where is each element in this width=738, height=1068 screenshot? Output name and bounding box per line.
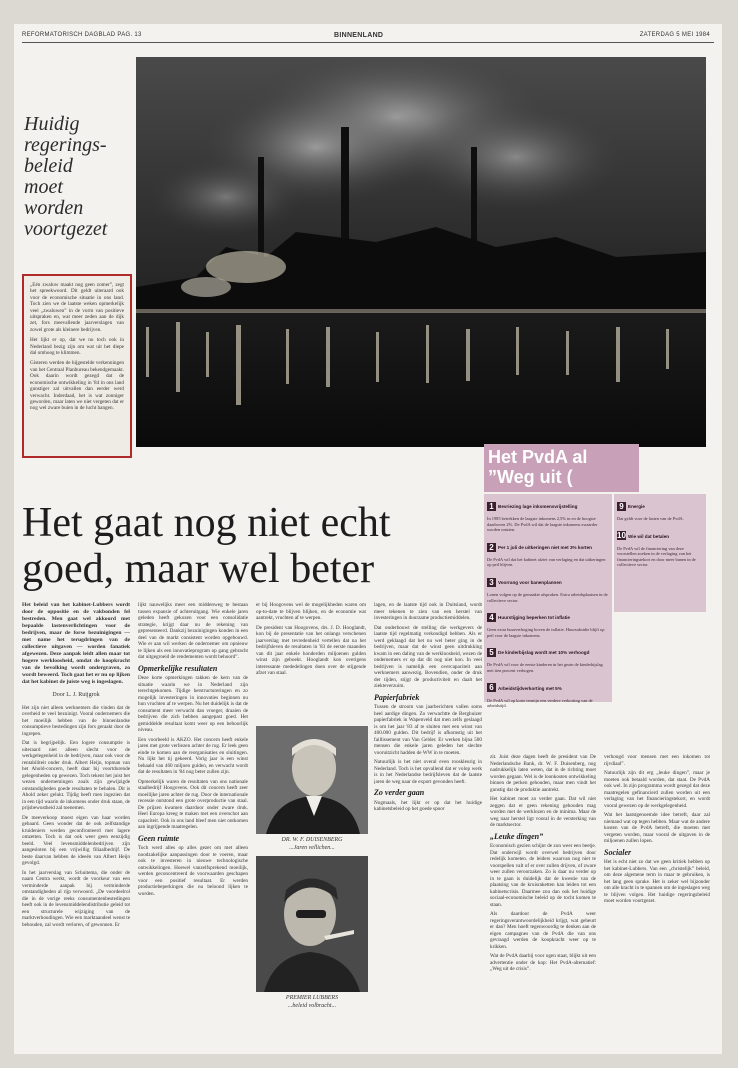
kicker-line: Huidig bbox=[24, 113, 80, 135]
byline: Door L. J. Ruijgrok bbox=[52, 692, 100, 698]
sidebar-item-body: Geen extra huurverhoging boven de inflatie. Huursubsidie blijft op peil voor de laagste inkomens. bbox=[487, 627, 605, 638]
kicker-line: worden bbox=[24, 197, 84, 219]
article-paragraph: Wat de PvdA daarbij voor ogen staat, blijkt uit een advertentie onder de kop: Het PvdA-alternatief: „Weg uit de crisis”. bbox=[490, 953, 596, 972]
article-paragraph: Natuurlijk is het niet overal even rooskleurig in Nederland. Toch is het opvallend dat er volop werk is in het Nederlandse bedrijfsleven dat de laatste jaren de weg naar de export gevonden heeft. bbox=[374, 759, 482, 785]
sidebar-item bbox=[487, 679, 609, 709]
sidebar-item-number: 9 bbox=[617, 502, 626, 511]
sidebar-list bbox=[484, 494, 612, 709]
article-paragraph: lijkt nauwelijks meer een middenweg te bestaan tussen expansie of achteruitgang. Wie enkele jaren geleden heeft gekozen voor een consolidatie strategie, krijgt daar nu de rekening van gepresenteerd. Dankzij bezuinigingen konden in een deel van de markt consistent worden opgebouwd. Wie er aan wil werken de ondernemer om opnieuw te lijken als een innovatieprogram op gang gebracht dat uitgegroeid de rendementen wordt behoord”. bbox=[138, 602, 248, 660]
caption-name: DR. W. F. DUISENBERG bbox=[281, 837, 343, 843]
article-paragraph: zit. Juist deze dagen heeft de president van De Nederlandsche Bank, dr. W. F. Duisenberg, nog nadrukkelijk laten weten, dat in de richting moet worden gegaan. Wel is de loonkosten ontwikkeling binnen de perken gehouden, maar men vindt het gunstig dat de produktie aantrekt. bbox=[490, 754, 596, 793]
article-paragraph: Nogmaals, het lijkt er op dat het huidige kabinetsbeleid op het goede spoor bbox=[374, 799, 482, 812]
intro-paragraph: Gisteren werden de bijgestelde verkenningen van het Centraal Planbureau bekendgemaakt. Ook daarin wordt gezegd dat de economische ontwikkeling in '84 in ons land gunstiger zal uitvallen dan eerder werd verwacht. Inderdaad, het is wat zonniger geworden, maar laten we niet vergeten dat er nog wel zware buien in de lucht hangen. bbox=[30, 360, 124, 412]
article-paragraph: De meeverkoop moest eigen van haar worden gebaard. Geen wonder dat de ook zelfstandige kruideniers werden geconfronteerd met lagere omzetten. Toch is dat ook weer geen eenzijdig beeld. Veel levensmiddelenbedrijven zijn aangesloten bij een vrijwillig filiaalbedrijf. De beste daarvan hebben de ideeën van Albert Heijn gevolgd. bbox=[22, 814, 130, 866]
sidebar-item-heading: Voorrang voor banenplannen bbox=[498, 579, 562, 585]
sidebar-item-heading: Arbeidstijdverkorting met 5% bbox=[498, 685, 562, 691]
article-paragraph: verhoogd voor mensen met een inkomen tot rijvdiaal”. bbox=[604, 754, 710, 767]
article-paragraph: Deze korte opmerkingen rakken de kern van de situatie waarin we in Nederland zijn terechtgekomen. Tijdige herstructureringen en zo mogelijk investeringen in innovaties beginnen nu hun vruchten af te werpen. Nu het duidelijk is dat de consument meer verwacht dan vroeger, draaien de bedrijven die zich hebben aangepast goed. Het gemiddelde resultaat komt weer op een behoorlijk niveau. bbox=[138, 675, 248, 733]
article-paragraph: Opmerkelijk waren de resultaten van ons nationale staalbedrijf Hoogovens. Ook dit concern heeft zeer moeilijke jaren achter de rug. Door de internationale recessie ontstond een grote overproductie van staal. De prijzen kwamen daardoor onder zware druk. Heel Europa kreeg te maken met een overschot aan capaciteit. Ook in ons land bleef men niet ontkomen aan ingrijpende maatregelen. bbox=[138, 778, 248, 830]
article-paragraph: er bij Hoogovens wel de mogelijkheden waren om op-to-date te blijven blijken, en de economie wat aantrekt, vruchten af te werpen. bbox=[256, 602, 366, 621]
kicker-line: voortgezet bbox=[24, 218, 108, 240]
sidebar-item-number: 2 bbox=[487, 543, 496, 552]
sidebar-item-heading: Huurstijging beperken tot inflatie bbox=[498, 614, 570, 620]
sidebar-item-body: Lonen volgen op de gemaakte afspraken. Extra arbeidsplaatsen in de collectieve sector. bbox=[487, 591, 608, 603]
portrait-1-caption bbox=[256, 836, 368, 852]
sidebar-item bbox=[487, 538, 609, 568]
subheading: Socialer bbox=[604, 847, 632, 857]
sidebar-item-heading: Bevriezing lage inkomensvrijstelling bbox=[498, 503, 578, 509]
intro-box bbox=[22, 274, 132, 458]
article-column-2 bbox=[138, 602, 248, 1042]
kicker-text bbox=[24, 114, 134, 240]
sidebar-title bbox=[484, 444, 639, 492]
sidebar-item-body: De PvdA wil op korte termijn een verdere verkorting van de arbeidstijd. bbox=[487, 697, 593, 709]
sidebar-item bbox=[617, 527, 703, 568]
subheading: Papierfabriek bbox=[374, 692, 420, 702]
article-paragraph: Toch werd alles op alles gezet om met alleen noodzakelijke aanpassingen door te voeren, maar ook te investeren in nieuwe technologische ontwikkelingen. Hoewel vanzelfsprekend moeilijk, werden geconcentreerd de voorwaarden geschapen voor een positief resultaat. Er werden productiebeperkingen die nu beloond lijken te worden. bbox=[138, 845, 248, 897]
sidebar-item bbox=[487, 573, 609, 603]
header-paper-name: REFORMATORISCH DAGBLAD PAG. 13 bbox=[22, 32, 142, 38]
sidebar-list-continued bbox=[614, 494, 706, 612]
subheading: Geen ruimte bbox=[138, 833, 180, 843]
caption-name: PREMIER LUBBERS bbox=[285, 995, 339, 1001]
sidebar-item bbox=[487, 643, 609, 673]
lubbers-portrait bbox=[256, 856, 368, 992]
sidebar-title-line: Het PvdA al bbox=[488, 447, 588, 467]
sidebar-item bbox=[617, 497, 703, 522]
sidebar-item-number: 4 bbox=[487, 613, 496, 622]
article-column-4 bbox=[374, 602, 482, 1042]
article-paragraph: De president van Hoogovens, drs. J. D. Hooglandt, kon bij de presentatie van het onlangs verschenen jaarverslag met tevredenheid vertellen dat na het bedrijfsleven de resultaten in '83 de eerste maanden van dit jaar enkele honderden miljoenen gulden winst zijn geboekt. Hooglandt kon overigens interessante mededelingen doen over de stijgende afzet van staal. bbox=[256, 624, 366, 676]
sidebar-item bbox=[487, 497, 609, 533]
kicker-line: beleid bbox=[24, 155, 73, 177]
kicker-line: regerings- bbox=[24, 134, 107, 156]
header-rule bbox=[22, 42, 714, 43]
header-section: BINNENLAND bbox=[334, 32, 384, 39]
article-paragraph: Economisch gezien schijnt de zon weer een beetje. Dat onderwijl wordt overwel bedrijven door redelijk kometen. de leiders waarvan nog niet te voorspellen valt of er over zullen drijven, of zware weer zullen veroorzaken. Zo is daar nu verder op in te gaan is duidelijk dat de kwestie van de plaatsing van de kruisraketten kan leiden tot een kabinetscrisis. Daarmee zou dan ook het huidige sociaal-economische beleid op de tocht komen te staan. bbox=[490, 843, 596, 908]
sidebar-item-number: 10 bbox=[617, 531, 626, 541]
caption-quote: ...beleid volbracht... bbox=[287, 1003, 337, 1009]
headline-line: goed, maar wel beter bbox=[22, 546, 375, 592]
subheading: Opmerkelijke resultaten bbox=[138, 663, 218, 673]
article-paragraph: Natuurlijk zijn dit erg „leuke dingen”, maar je moeten ook betaald worden, dat staat. De PvdA ook wel. In zijn programma wordt gezegd dat deze maatregelen gefinancierd zullen worden uit een verlaging van het financieringstekort, en wordt vooral gewezen op de werkgelegenheid. bbox=[604, 770, 710, 809]
article-paragraph: Het kabinet moet zo verder gaan. Dat wil niet zeggen dat er geen rekening gehouden mag worden met de werklozen en de minima. Maar de weg naar herstel ligt vooral in de versterking van de marktsector. bbox=[490, 796, 596, 828]
article-paragraph: Het is echt niet zo dat we geen kritiek hebben op het kabinet-Lubbers. Van een „christelijk” beleid, om deze algemene term in maar te gebruiken, is het lang geen sprake. Het is zeker wel bijzonder om alle kracht in te spannen om de ingeslagen weg te blijven volgen. Het huidige regeringsbeleid moet worden voortgezet. bbox=[604, 859, 710, 904]
sidebar-item-number: 1 bbox=[487, 502, 496, 511]
header-date: ZATERDAG 5 MEI 1984 bbox=[639, 32, 710, 38]
pvda-sidebar bbox=[484, 444, 706, 744]
article-column-1 bbox=[22, 602, 130, 1042]
article-paragraph: Wat het laatstgenoemde idee betreft, daar zal niemand wat op tegen hebben. Maar wat de andere kosten van de PvdA betreft, die moeten met vergeten worden, maar vooral de uitgaven in de miljoenen zullen lopen. bbox=[604, 812, 710, 844]
article-paragraph: lagen, en de laatste tijd ook in Duitsland, wordt meer tekenen te zien van een herstel van investeringen in duurzame productiemiddelen. bbox=[374, 602, 482, 621]
sidebar-item-number: 5 bbox=[487, 648, 496, 657]
sidebar-item-body: De PvdA wil de financiering van deze voorstellen zoeken in de verlaging van het financieringstekort en door meer banen in de collectieve sector. bbox=[617, 545, 696, 568]
caption-quote: ...Jaren vellichen... bbox=[289, 845, 335, 851]
headline-line: Het gaat nog niet echt bbox=[22, 500, 391, 546]
article-paragraph: Tussen de stroom van jaarberichten vallen soms heel aardige dingen. Zo verwachtte de Berghuizer papierfabriek in Wapenveld dat men zelfs geslaagd is om het jaar '83 af te sluiten met een winst van 400.000 gulden. Dit bedrijf is afkomstig uit het faillissement van Van Gelder. Er werken bijna 500 mensen die enkele jaren geleden het slechte vooruitzicht hadden de WW in te moeten. bbox=[374, 704, 482, 756]
article-paragraph: Dat is begrijpelijk. Een logere consumptie is uiteraard niet alleen slecht voor de werkgelegenheid in de bedrijven, maar ook voor de rentabiliteit onder druk. Albert Heijn, topman van het Ahold-concern, heeft daar bij voortdurende gelegenheden op gewezen. Toch tekent het juist het wezen ondernemingen zoals zijn gewijzigde omstandigheden goede resultaten te behalen. Dit is Ahold zeker gelukt. Tijdig heeft men ingezien dat in een tijd waarin de inkomens onder druk staan, de prijsbewustheid zal toenemen. bbox=[22, 740, 130, 811]
portrait-2-caption bbox=[256, 994, 368, 1010]
article-lead: Het beleid van het kabinet-Lubbers wordt door de oppositie en de vakbonden fel bestreden. Men gaat wel akkoord met bepaalde lastenverlichtingen voor de bedrijven, maar de forse bezuinigingen — met name het terugdringen van de collectieve uitgaven — worden fanatiek afgewezen. Deze aanpak leidt allen maar tot hogere werkloosheid, omdat de koopkracht van de bevolking wordt ondergraven, zo wordt beweerd. Toch gaat het er nu op lijken dat het kabinet de juiste weg is ingeslagen. bbox=[22, 602, 130, 685]
sidebar-item-heading: Wie wil dat betalen bbox=[628, 533, 670, 539]
article-column-5 bbox=[490, 754, 596, 1044]
kicker-line: moet bbox=[24, 176, 63, 198]
intro-paragraph: Het lijkt er op, dat we nu toch ook in Nederland bezig zijn om wat uit het diepe dal omhoog te klimmen. bbox=[30, 337, 124, 357]
article-column-6 bbox=[604, 754, 710, 1044]
intro-paragraph: „Eén zwaluw maakt nog geen zomer”, zegt het spreekwoord. Dit geldt uiteraard ook voor de economische situatie in ons land. Toch zien we de laatste weken opmerkelijk veel „zwaluwen” in de vorm van positieve uitspraken en, wat meer zeden aan de dijk zet, fors meevallende jaarverslagen van zowel grote als kleinere bedrijven. bbox=[30, 282, 124, 333]
sidebar-item-body: In 1985 betrekken de laagste inkomens 2,5% in en de hoogste daarboven 2%. De PvdA wil dat de laagste inkomens zwaarder worden ontzien. bbox=[487, 516, 598, 533]
sidebar-item-number: 3 bbox=[487, 578, 496, 587]
article-paragraph: Als daardoor de PvdA weer regeringsverantwoordelijkheid krijgt, wat gebeurt er dan? Men hoeft tegenwoordig te denken aan de eigen campagnes van de PvdA die van ons gevraagd werden de koopkracht weer op te krikken. bbox=[490, 911, 596, 950]
duisenberg-portrait bbox=[256, 726, 368, 834]
sidebar-item-number: 6 bbox=[487, 683, 496, 692]
sidebar-item bbox=[487, 608, 609, 638]
article-column-3 bbox=[256, 602, 366, 722]
article-paragraph: Het zijn niet alleen werknemers die vinden dat de overheid te veel bezuinigt. Vooral ondernemers die het moeilijk hebben van de binnenlandse consumptieve bestedingen zijn fors geraakt door de ingrepen. bbox=[22, 704, 130, 737]
sidebar-title-line: ”Weg uit ( bbox=[488, 467, 573, 487]
newspaper-page bbox=[14, 24, 722, 1054]
sidebar-item-heading: Energie bbox=[628, 503, 645, 509]
sidebar-item-heading: De kinderbijslag wordt met 10% verhoogd bbox=[498, 650, 590, 656]
article-paragraph: Dat onderbouwt de stelling die werkgevers de laatste tijd regelmatig verkondigd hebben. Als er werd geklaagd dat het nu wel beter ging in de bedrijven, maar dat de winst geen uitdrukking kwam in een daling van de werkloosheid, wezen de ondernemers er op dat dit nog niet kon. In veel bedrijven is namelijk een overcapaciteit aan werknemers aanwezig. Bovendien, onder de druk der tijden, stijgt de productiviteit en daalt het ziekteverzuim. bbox=[374, 624, 482, 689]
subheading: Zo verder gaan bbox=[374, 788, 425, 797]
sidebar-item-body: De PvdA wil voor de eerste kinderen in het gezin de kinderbijslag met tien procent verhogen. bbox=[487, 662, 603, 673]
subheading: „Leuke dingen” bbox=[490, 831, 544, 841]
sidebar-item-body: Dat geldt voor de lasten van de PvdA. bbox=[617, 516, 684, 521]
sidebar-item-body: De PvdA wil dat het kabinet afziet van verlaging en dat uitkeringen op peil blijven. bbox=[487, 556, 606, 568]
sidebar-item-heading: Per 1 juli de uitkeringen niet met 3% korten bbox=[498, 544, 592, 550]
article-paragraph: Een voorbeeld is AKZO. Het concern heeft enkele jaren met grote verliezen achter de rug. Er leek geen einde te komen aan de reorganisaties en sluitingen. Nu lijkt het tij gekeerd. Vorig jaar is een winst behaald van 460 miljoen gulden, en verwacht wordt dat de resultaten in '84 nog beter zullen zijn. bbox=[138, 736, 248, 775]
factory-night-photo bbox=[136, 57, 706, 447]
article-paragraph: In het jaarverslag van Schuitema, die onder de naam Centra werkt, wordt de voorkeur van een verminderde aanpak bij verminderde omstandigheden al rijp verwoord. „De voordeelrol die in de vorige reeks consumentenbestedingen heeft ook in de levensmiddelendistributie geleid tot een structurele wijziging van de marktverhoudingen. Wie een marktaandeel wenst te behouden, zal wordt verloren, of gewonnen. Er bbox=[22, 869, 130, 928]
